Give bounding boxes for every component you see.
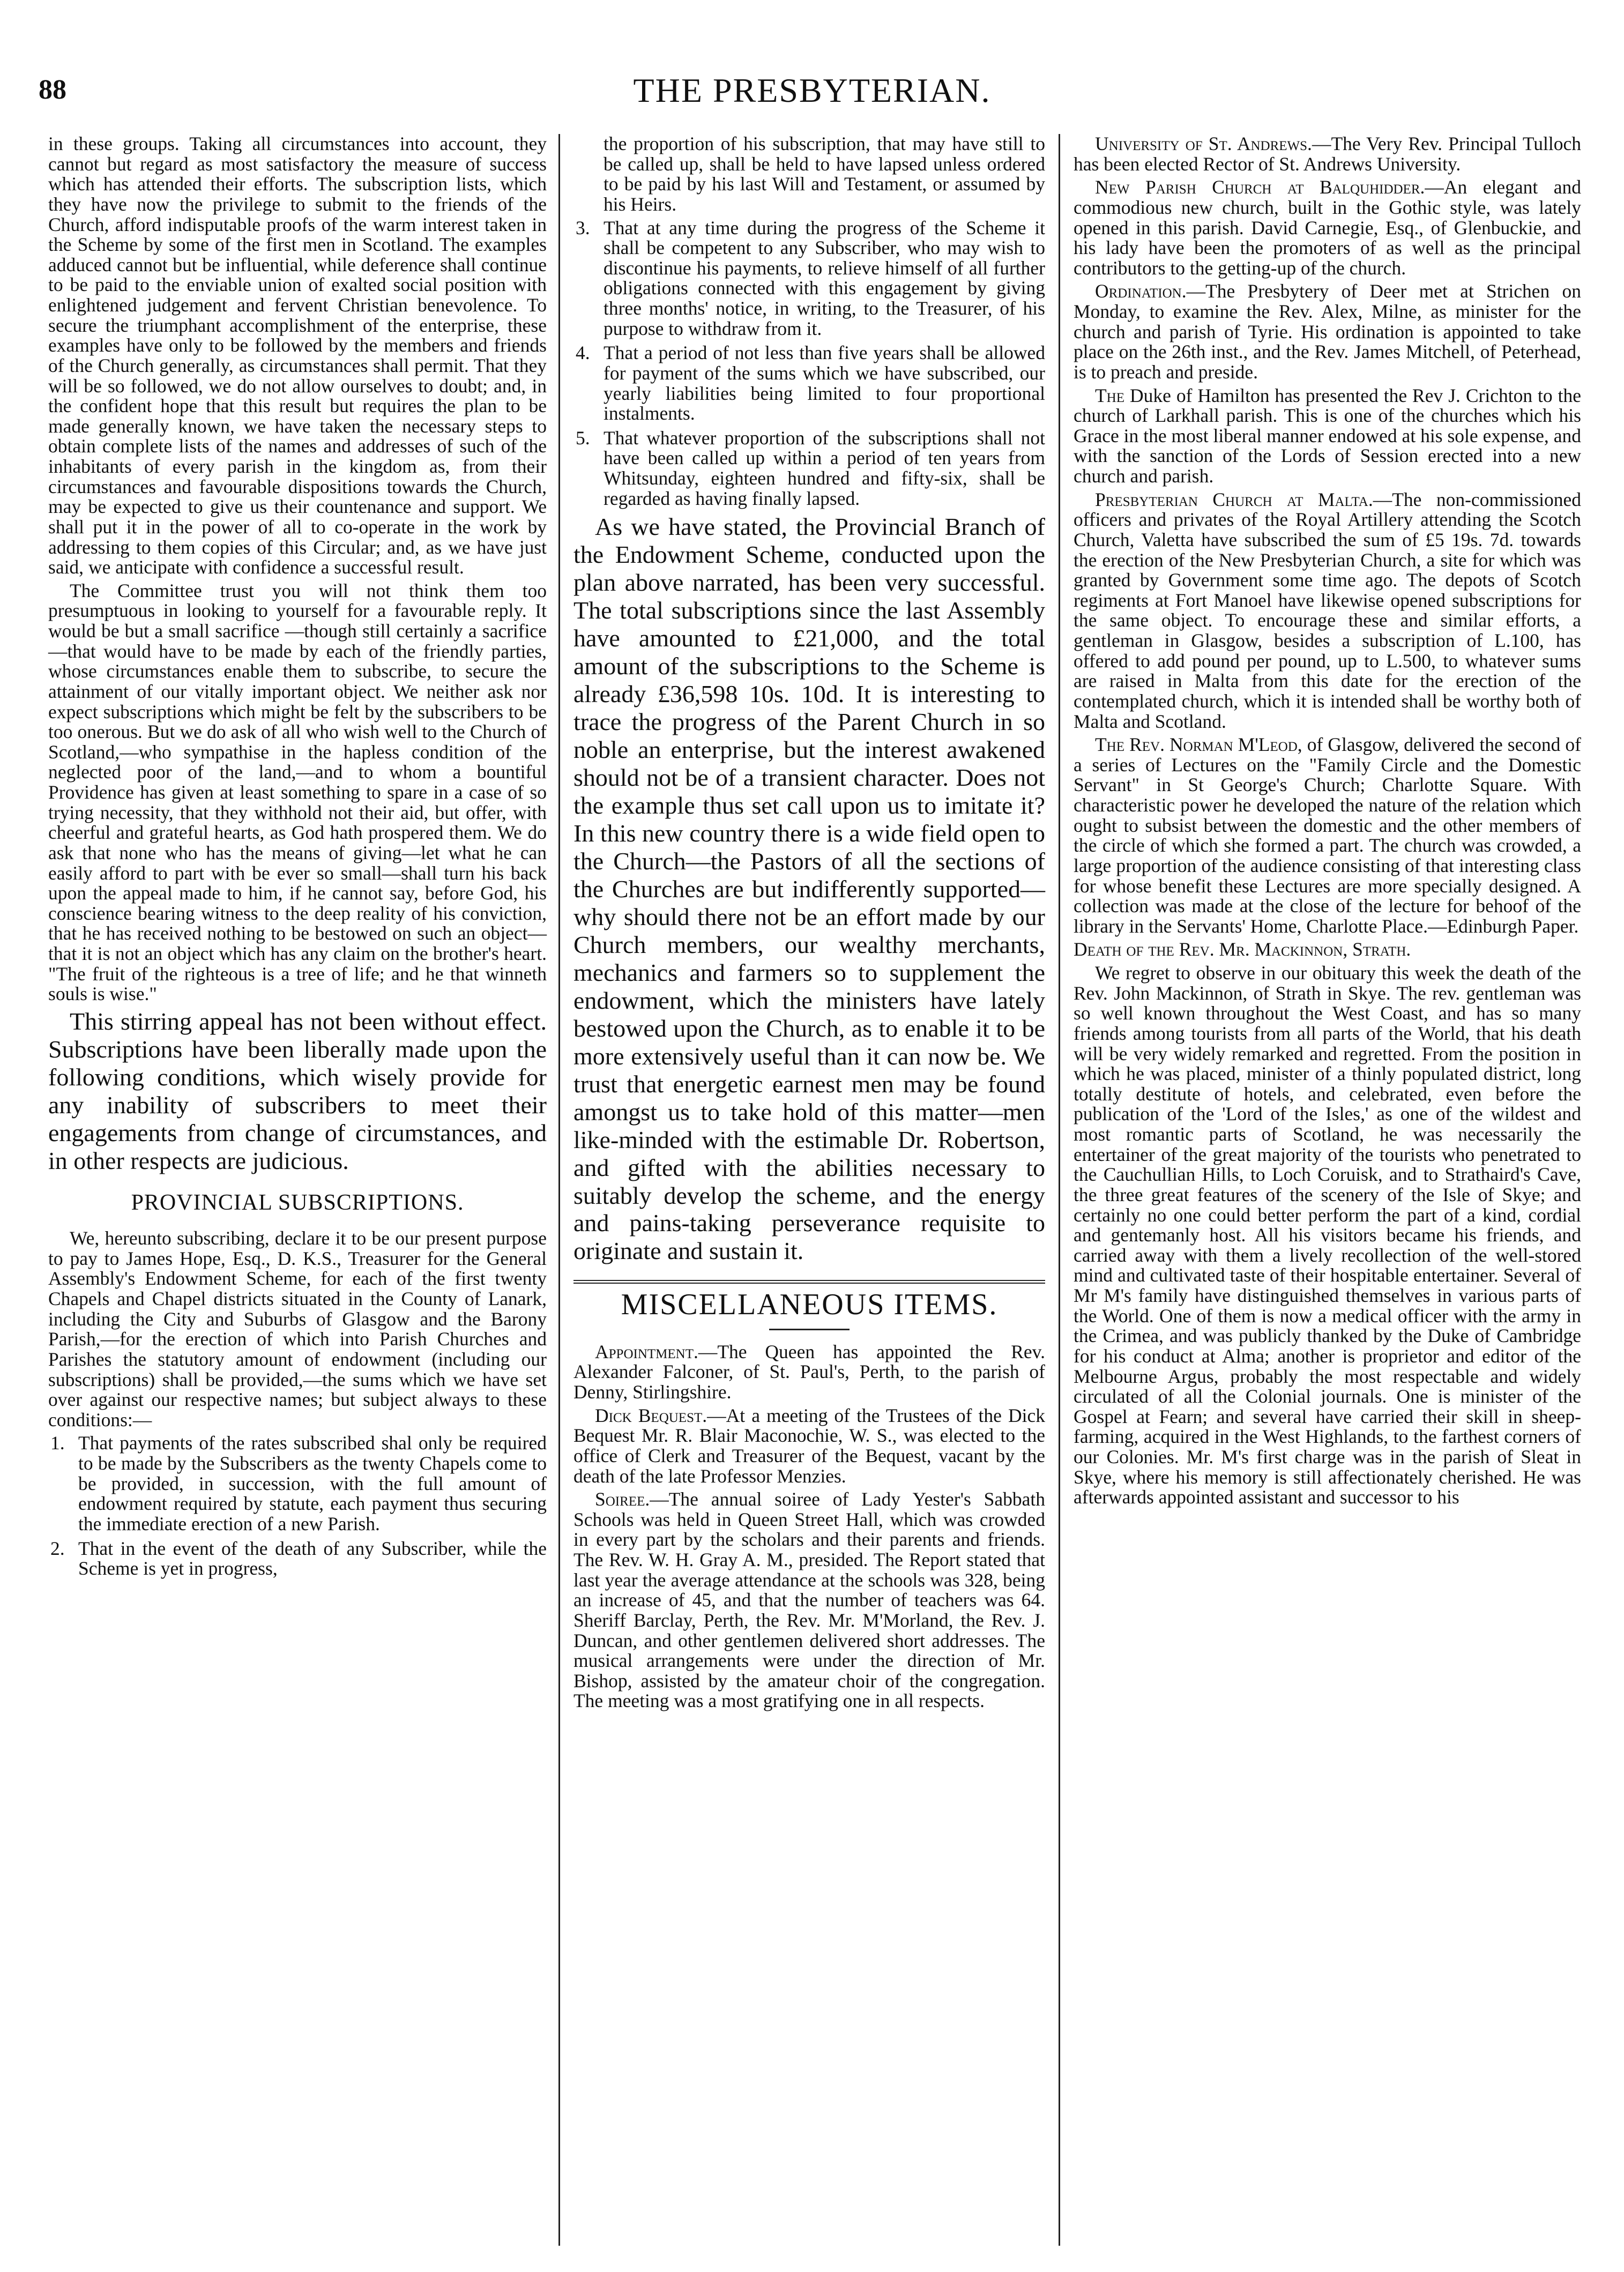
item-soiree [573, 1489, 1045, 1711]
condition-text: That a period of not less than five years shall be allowed for payment of the sums which we have subscribed, our yearly liabilities being limited to four proportional instalments. [604, 342, 1045, 424]
provincial-subscriptions-heading: PROVINCIAL SUBSCRIPTIONS. [131, 1190, 464, 1215]
item-malta-text: —The non-commissioned officers and privates of the Royal Artillery attending the Scotch Church, Valetta have subscribed the sum of £5 19s. 7d. towards the erection of the New Presbyterian Church, a site for which was granted by Government some time ago. The depots of Scotch regiments at Fort Manoel have likewise opened subscriptions for the same object. To encourage these and similar efforts, a gentleman in Glasgow, besides a subscription of L.100, has offered to add pound per pound, up to L.500, to whatever sums are raised in Malta from this date for the erection of the contemplated church, which it is intended shall be worthy both of Malta and Scotland. [1074, 488, 1581, 732]
condition-5 [573, 428, 1045, 509]
column-rule-right [1059, 134, 1060, 2246]
condition-number: 2. [50, 1537, 65, 1559]
condition-text: That payments of the rates subscribed shal only be required to be made by the Subscribers as the twenty Chapels come to be provided, in succession, with the full amount of endowment required by statute, each payment thus securing the immediate erection of a new Parish. [78, 1432, 547, 1534]
item-new-parish-title: New Parish Church at Balquhidder. [1095, 176, 1425, 198]
condition-2 [48, 1539, 547, 1579]
heading-underline [769, 1329, 850, 1330]
item-appointment [573, 1342, 1045, 1403]
item-dick-bequest [573, 1406, 1045, 1487]
item-ordination-text: —The Presbytery of Deer met at Strichen on Monday, to examine the Rev. Alex, Milne, as minister for the church and parish of Tyrie. His ordination is appointed to take place on the 26th inst., and the Rev. James Mitchell, of Peterhead, is to preach and preside. [1074, 280, 1581, 383]
condition-number: 4. [576, 342, 590, 364]
item-duke-title: The [1095, 384, 1125, 406]
item-ordination [1074, 281, 1581, 382]
item-ordination-title: Ordination. [1095, 280, 1187, 302]
item-death-heading [1074, 940, 1581, 960]
item-dick-bequest-text: —At a meeting of the Trustees of the Dick Bequest Mr. R. Blair Maconochie, W. S., was elected to the office of Clerk and Treasurer of the Bequest, vacant by the death of the late Professor Menzies. [573, 1404, 1045, 1487]
item-university-text: —The Very Rev. Principal Tulloch has been elected Rector of St. Andrews University. [1074, 133, 1582, 175]
column-2 [573, 134, 1045, 1715]
condition-3 [573, 218, 1045, 339]
page-number: 88 [39, 75, 66, 105]
conditions-list-continued [573, 218, 1045, 509]
conditions-list [48, 1433, 547, 1578]
item-norman-title: The Rev. Norman M'Leod, [1095, 734, 1302, 756]
running-head: THE PRESBYTERIAN. [633, 71, 991, 109]
item-duke-of-hamilton [1074, 386, 1581, 487]
condition-number: 5. [576, 427, 590, 449]
item-death-text: We regret to observe in our obituary this week the death of the Rev. John Mackinnon, of Strath in Skye. The rev. gentleman was so well known throughout the West Coast, and has so many friends among tourists from all parts of the World, that his death will be very widely remarked and regretted. From the position in which he was placed, minister of a thinly populated district, long totally destitute of hotels, and celebrated, even before the publication of the 'Lord of the Isles,' as one of the wildest and most romantic parts of Scotland, he was necessarily the entertainer of the great majority of the tourists who penetrated to the Cauchullian Hills, to Loch Coruisk, and to Strathaird's Cave, the three great features of the scenery of the Isle of Skye; and certainly no one could better perform the part of a kind, cordial and gentemanly host. All his visitors became his friends, and carried away with them a lively recollection of the well-stored mind and cultivated taste of their hospitable entertainer. Several of Mr M's family have distinguished themselves in various parts of the World. One of them is now a medical officer with the army in the Crimea, and was publicly thanked by the Duke of Cambridge for his conduct at Alma; another is proprietor and editor of the Melbourne Argus, probably the most respectable and widely circulated of all the Colonial journals. One is minister of the Gospel at Fearn; and several have carried their skill in sheep-farming, acquired in the West Highlands, to the farthest corners of our Colonies. Mr. M's first charge was in the parish of Sleat in Skye, where his memory is still affectionately cherished. He was afterwards appointed assistant and successor to his [1074, 962, 1581, 1508]
item-university [1074, 134, 1581, 174]
column-1 [48, 134, 547, 1583]
condition-text: That whatever proportion of the subscriptions shall not have been called up within a period of ten years from Whitsunday, eighteen hundred and fifty-six, shall be regarded as having finally lapsed. [604, 427, 1045, 509]
condition-text: That in the event of the death of any Subscriber, while the Scheme is yet in progress, [78, 1537, 547, 1580]
endowment-paragraph-2: The Committee trust you will not think them too presumptuous in looking to yourself for a favourable reply. It would be but a small sacrifice —though still certainly a sacrifice—that would have to be made by each of the friendly parties, whose circumstances enable them to subscribe, to secure the attainment of our vitally important object. We neither ask nor expect subscriptions which might be felt by the subscribers to be too onerous. But we do ask of all who wish well to the Church of Scotland,—who sympathise in the hapless condition of the neglected poor of the land,—and to whom a bountiful Providence has given at least something to spare in a case of so trying necessity, that they withhold not their aid, but offer, with cheerful and grateful hearts, as God hath prospered them. We do ask that none who has the means of giving—let what he can easily afford to part with be ever so small—shall turn his back upon the appeal made to him, if he cannot say, before God, his conscience bearing witness to the deep reality of his conviction, that he has received nothing to be bestowed on such an object—that it is not an object which has any claim on the brother's heart. "The fruit of the righteous is a tree of life; and he that winneth souls is wise." [48, 579, 547, 1005]
section-double-rule [573, 1280, 1045, 1284]
item-norman-mcleod [1074, 735, 1581, 936]
item-new-parish-text: —An elegant and commodious new church, built in the Gothic style, was lately opened in this parish. David Carnegie, Esq., of Glenbuckie, and his lady have been the promoters of as well as the principal contributors to the getting-up of the church. [1074, 176, 1581, 279]
item-duke-text: Duke of Hamilton has presented the Rev J. Crichton to the church of Larkhall parish. This is one of the churches which his Grace in the most liberal manner endowed at his sole expense, and with the sanction of the Lords of Session erected into a new church and parish. [1074, 384, 1581, 487]
item-appointment-text: —The Queen has appointed the Rev. Alexander Falconer, of St. Paul's, Perth, to the parish of Denny, Stirlingshire. [573, 1340, 1045, 1403]
subscription-declaration: We, hereunto subscribing, declare it to be our present purpose to pay to James Hope, Esq., D. K.S., Treasurer for the General Assembly's Endowment Scheme, for each of the first twenty Chapels and Chapel districts situated in the County of Lanark, including the City and Suburbs of Glasgow and the Barony Parish,—for the erection of which into Parish Churches and Parishes the statutory amount of endowment (including our subscriptions) shall be provided,—the sums which we have set over against our respective names; but subject always to these conditions:— [48, 1227, 547, 1431]
item-norman-text: of Glasgow, delivered the second of a series of Lectures on the "Family Circle and the Domestic Servant" in St George's Church; Charlotte Square. With characteristic power he developed the nature of the relation which ought to subsist between the domestic and the other members of the circle of which she formed a part. The church was crowded, a large proportion of the audience consisting of that interesting class for whose benefit these Lectures are more specially designed. A collection was made at the close of the lecture for behoof of the library in the Servants' Home, Charlotte Place.—Edinburgh Paper. [1074, 734, 1581, 937]
condition-2-continued: the proportion of his subscription, that may have still to be called up, shall be held to have lapsed unless ordered to be paid by his last Will and Testament, or assumed by his Heirs. [604, 133, 1045, 215]
item-death-title: Death of the Rev. Mr. Mackinnon, Strath. [1074, 938, 1411, 960]
item-soiree-title: Soiree. [595, 1488, 650, 1510]
column-rule-left [558, 134, 560, 2246]
item-appointment-title: Appointment. [595, 1340, 698, 1362]
endowment-paragraph-3: This stirring appeal has not been without effect. Subscriptions have been liberally made upon the following conditions, which wisely provide for any inability of subscribers to meet their engagements from change of circumstances, and in other respects are judicious. [48, 1007, 547, 1174]
condition-text: That at any time during the progress of the Scheme it shall be competent to any Subscriber, who may wish to discontinue his payments, to relieve himself of all further obligations connected with this engagement by giving three months' notice, in writing, to the Treasurer, of his purpose to withdraw from it. [604, 217, 1045, 339]
endowment-paragraph-1: in these groups. Taking all circumstances into account, they cannot but regard as most satisfactory the measure of success which has attended their efforts. The subscription lists, which they have now the privilege to submit to the friends of the Church, afford indisputable proofs of the warm interest taken in the Scheme by some of the first men in Scotland. The examples adduced cannot but be influential, while deference shall continue to be paid to the enviable union of exalted social position with enlightened judgement and fervent Christian benevolence. To secure the triumphant accomplishment of the enterprise, these examples have only to be followed by the members and friends of the Church generally, as circumstances shall permit. That they will be so followed, we do not allow ourselves to doubt; and, in the confident hope that this result but requires the plan to be made generally known, we have taken the necessary steps to obtain complete lists of the names and addresses of such of the inhabitants of every parish in the kingdom as, from their circumstances and favourable dispositions towards the Church, may be expected to give us their countenance and support. We shall put it in the power of all to co-operate in the work by addressing to them copies of this Circular; and, as we have just said, we anticipate with confidence a successful result. [48, 133, 547, 578]
condition-4 [573, 343, 1045, 424]
item-university-title: University of St. Andrews. [1095, 133, 1312, 154]
item-malta-church [1074, 490, 1581, 732]
editorial-paragraph: As we have stated, the Provincial Branch of the Endowment Scheme, conducted upon the plan above narrated, has been very successful. The total subscriptions since the last Assembly have amounted to £21,000, and the total amount of the subscriptions to the Scheme is already £36,598 10s. 10d. It is interesting to trace the progress of the Parent Church in so noble an enterprise, but the interest awakened should not be of a transient character. Does not the example thus set call upon us to imitate it? In this new country there is a wide field open to the Church—the Pastors of all the sections of the Churches are but indifferently supported—why should there not be an effort made by our Church members, our wealthy merchants, mechanics and farmers so to supplement the endowment, which the ministers have lately bestowed upon the Church, as to enable it to be more extensively useful than it can now be. We trust that energetic earnest men may be found amongst us to take hold of this matter—men like-minded with the estimable Dr. Robertson, and gifted with the abilities necessary to suitably develop the scheme, and the energy and pains-taking perseverance requisite to originate and sustain it. [573, 513, 1045, 1265]
item-new-parish-church [1074, 177, 1581, 278]
item-dick-bequest-title: Dick Bequest. [595, 1404, 707, 1426]
item-soiree-text: —The annual soiree of Lady Yester's Sabbath Schools was held in Queen Street Hall, which was crowded in every part by the scholars and their parents and friends. The Rev. W. H. Gray A. M., presided. The Report stated that last year the average attendance at the schools was 328, being an increase of 45, and that the number of teachers was 64. Sheriff Barclay, Perth, the Rev. Mr. M'Morland, the Rev. J. Duncan, and other gentlemen delivered short addresses. The musical arrangements were under the direction of Mr. Bishop, assisted by the amateur choir of the congregation. The meeting was a most gratifying one in all respects. [573, 1488, 1045, 1712]
condition-number: 1. [50, 1432, 65, 1454]
column-3 [1074, 134, 1581, 1511]
miscellaneous-items-heading: MISCELLANEOUS ITEMS. [621, 1288, 998, 1322]
item-malta-title: Presbyterian Church at Malta. [1095, 488, 1373, 510]
condition-number: 3. [576, 217, 590, 239]
condition-1 [48, 1433, 547, 1534]
